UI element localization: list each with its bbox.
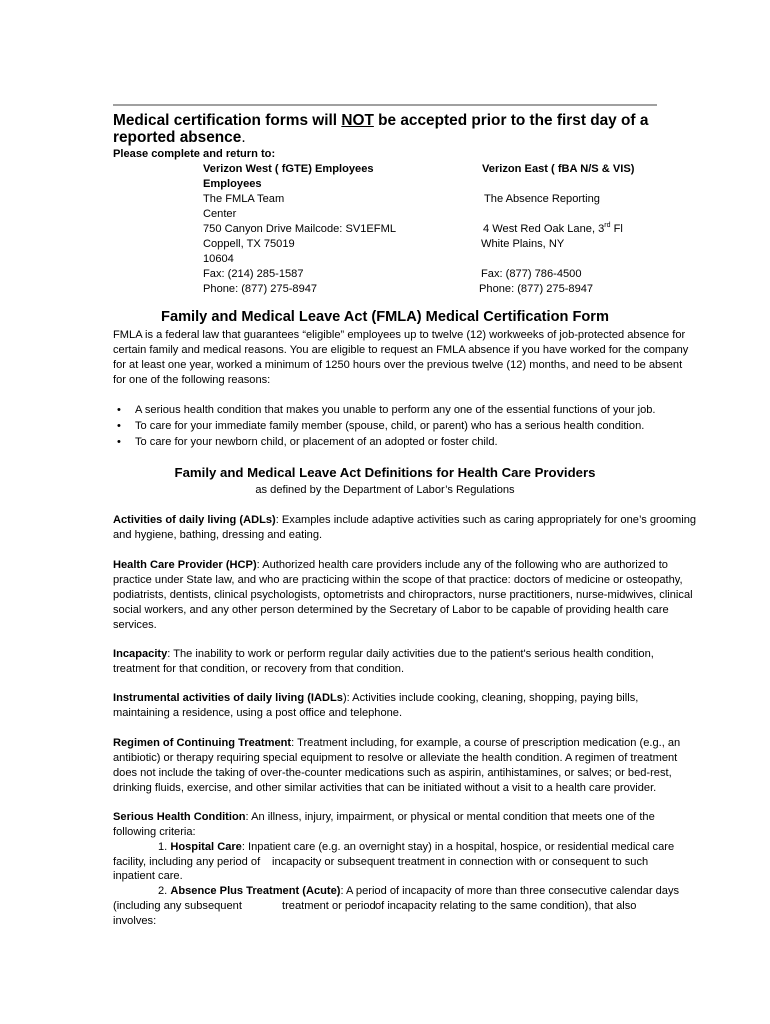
def-hcp-line2: practice under State law, and who are practicing within the scope of that practice: doctors of medicine or osteopathy, <box>113 574 683 586</box>
def-iadl-text: ): Activities include cooking, cleaning, shopping, paying bills, <box>342 692 639 704</box>
west-team: The FMLA Team <box>203 193 285 205</box>
east-team: The Absence Reporting <box>484 193 600 205</box>
east-street-text: 4 West Red Oak Lane, 3 <box>483 223 605 235</box>
def-hcp-line5: services. <box>113 619 157 631</box>
def-iadl-line2: maintaining a residence, using a post office and telephone. <box>113 707 403 719</box>
criteria-1-text: : Inpatient care (e.g. an overnight stay) in a hospital, hospice, or residential medical care <box>241 841 675 853</box>
intro-line-4: for one of the following reasons: <box>113 374 271 386</box>
west-city: Coppell, TX 75019 <box>203 238 295 250</box>
def-serious-condition-line2: following criteria: <box>113 826 196 838</box>
def-hcp <box>113 558 673 573</box>
notice-heading-line2 <box>113 129 246 146</box>
criteria-1-line3: inpatient care. <box>113 870 183 882</box>
def-hcp-term: Health Care Provider (HCP) <box>113 559 257 571</box>
bullet-item-1: A serious health condition that makes you unable to perform any one of the essential functions of your job. <box>135 404 656 416</box>
criteria-2-term: Absence Plus Treatment (Acute) <box>170 885 341 897</box>
def-adl-text: : Examples include adaptive activities such as caring appropriately for one’s grooming <box>275 514 697 526</box>
criteria-2 <box>158 884 679 899</box>
def-adl <box>113 513 697 528</box>
bullet-item-3: To care for your newborn child, or placement of an adopted or foster child. <box>135 436 498 448</box>
criteria-2-line2a: (including any subsequent <box>113 900 242 912</box>
def-regimen-term: Regimen of Continuing Treatment <box>113 737 292 749</box>
def-regimen-line4: drinking fluids, exercise, and other similar activities that can be initiated without a visit to a health care provider. <box>113 782 657 794</box>
def-regimen-text: : Treatment including, for example, a course of prescription medication (e.g., an <box>291 737 681 749</box>
criteria-2-line2c: of incapacity relating to the same condition), that also <box>375 900 637 912</box>
def-regimen-line2: antibiotic) or therapy requiring special equipment to resolve or alleviate the health condition. A regimen of treatment <box>113 752 678 764</box>
def-incapacity-line2: treatment for that condition, or recovery from that condition. <box>113 663 405 675</box>
def-hcp-text: : Authorized health care providers include any of the following who are authorized to <box>256 559 668 571</box>
bullet-icon: • <box>117 436 121 448</box>
criteria-2-line3: involves: <box>113 915 157 927</box>
form-title: Family and Medical Leave Act (FMLA) Medical Certification Form <box>161 309 609 325</box>
def-serious-condition <box>113 810 673 825</box>
west-team-cont: Center <box>203 208 237 220</box>
notice-text: Medical certification forms will <box>113 112 342 129</box>
east-title: Verizon East ( fBA N/S & VIS) <box>482 163 635 175</box>
east-street <box>483 222 623 237</box>
intro-line-3: for at least one year, worked a minimum of 1250 hours over the previous twelve (12) months, and need to be absent <box>113 359 683 371</box>
notice-period: . <box>241 129 246 146</box>
criteria-1-number: 1. <box>158 841 171 853</box>
west-fax: Fax: (214) 285-1587 <box>203 268 304 280</box>
west-zip: 10604 <box>203 253 234 265</box>
def-incapacity-term: Incapacity <box>113 648 168 660</box>
notice-text-cont: be accepted prior to the first day of a <box>373 112 649 129</box>
notice-heading <box>113 112 648 129</box>
definitions-title: Family and Medical Leave Act Definitions for Health Care Providers <box>174 465 596 480</box>
east-phone: Phone: (877) 275-8947 <box>479 283 594 295</box>
west-title-cont: Employees <box>203 178 262 190</box>
west-street: 750 Canyon Drive Mailcode: SV1EFML <box>203 223 396 235</box>
def-incapacity <box>113 647 673 662</box>
def-iadl <box>113 691 673 706</box>
def-incapacity-text: : The inability to work or perform regular daily activities due to the patient's serious health condition, <box>167 648 654 660</box>
def-iadl-term: Instrumental activities of daily living (IADLs <box>113 692 343 704</box>
bullet-icon: • <box>117 420 121 432</box>
criteria-1-line2b: incapacity or subsequent treatment in connection with or consequent to such <box>272 856 649 868</box>
definitions-subtitle: as defined by the Department of Labor’s Regulations <box>255 484 515 496</box>
criteria-2-text: : A period of incapacity of more than three consecutive calendar days <box>340 885 680 897</box>
return-label: Please complete and return to: <box>113 148 276 160</box>
bullet-icon: • <box>117 404 121 416</box>
criteria-2-line2b: treatment or period <box>282 900 376 912</box>
criteria-1-line2a: facility, including any period of <box>113 856 261 868</box>
def-serious-condition-text: : An illness, injury, impairment, or physical or mental condition that meets one of the <box>245 811 655 823</box>
intro-line-1: FMLA is a federal law that guarantees “eligible” employees up to twelve (12) workweeks of job-protected absence for <box>113 329 686 341</box>
def-adl-line2: and hygiene, bathing, dressing and eating. <box>113 529 323 541</box>
east-city: White Plains, NY <box>481 238 565 250</box>
header-rule <box>113 104 657 106</box>
bullet-item-2: To care for your immediate family member (spouse, child, or parent) who has a serious health condition. <box>135 420 645 432</box>
def-regimen <box>113 736 681 751</box>
def-adl-term: Activities of daily living (ADLs) <box>113 514 276 526</box>
criteria-1 <box>158 840 674 855</box>
def-regimen-line3: does not include the taking of over-the-counter medications such as aspirin, antihistamines, or salves; or bed-rest, <box>113 767 672 779</box>
criteria-1-term: Hospital Care <box>170 841 242 853</box>
criteria-2-number: 2. <box>158 885 171 897</box>
def-serious-condition-term: Serious Health Condition <box>113 811 246 823</box>
def-hcp-line4: social workers, and any other person determined by the Secretary of Labor to be capable of providing health care <box>113 604 669 616</box>
east-street-end: Fl <box>610 223 623 235</box>
west-phone: Phone: (877) 275-8947 <box>203 283 318 295</box>
east-fax: Fax: (877) 786-4500 <box>481 268 582 280</box>
intro-line-2: certain family and medical reasons. You are eligible to request an FMLA absence if you have worked for the company <box>113 344 689 356</box>
notice-line2-text: reported absence <box>113 129 242 146</box>
west-title: Verizon West ( fGTE) Employees <box>203 163 374 175</box>
notice-emphasis: NOT <box>341 112 374 129</box>
def-hcp-line3: podiatrists, dentists, clinical psychologists, optometrists and chiropractors, nurse practitioners, nurse-midwives, clinical <box>113 589 693 601</box>
east-street-sup: rd <box>604 222 611 229</box>
